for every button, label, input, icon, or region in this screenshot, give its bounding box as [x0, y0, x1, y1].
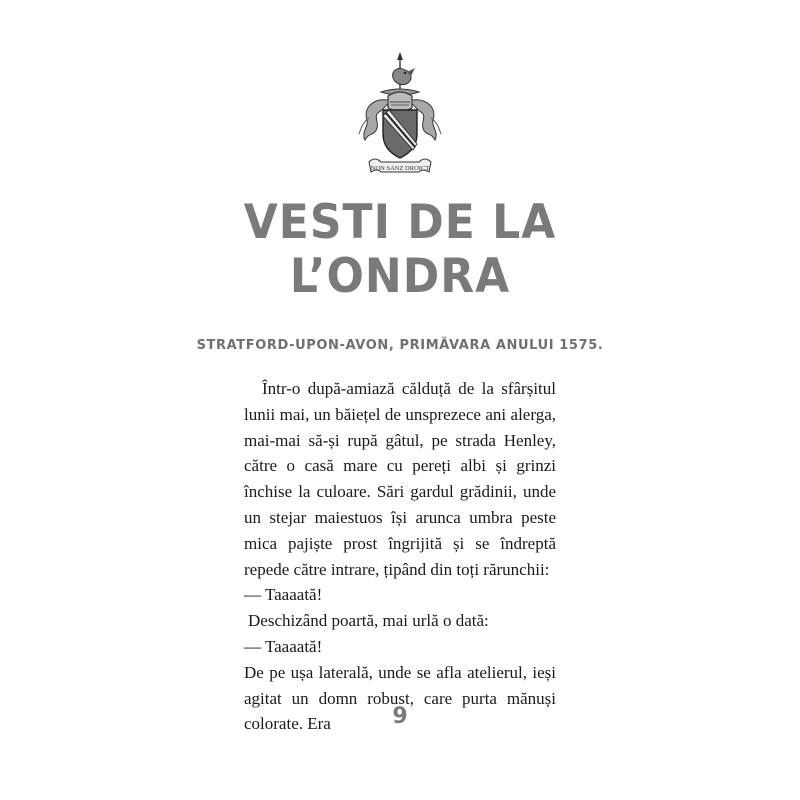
- paragraph: De pe ușa laterală, unde se afla atelierul, ieși agitat un domn robust, care purta mănuși colorate. Era: [244, 662, 556, 734]
- chapter-title-line-2: L’ONDRA: [289, 248, 511, 304]
- paragraph: Într-o după-amiază călduță de la sfârșitul lunii mai, un băiețel de unsprezece ani alerga, mai-mai să-și rupă gâtul, pe strada Henley, către o casă mare cu pereți albi și grinzi închise la culoare. Sări gardul grădinii, unde un stejar maiestuos își arunca umbra peste mica pajiște prost îngrijită și se îndreptă repede către intrare, țipând din toți rărunchii:: [244, 379, 556, 579]
- chapter-title: [0, 196, 800, 304]
- crest-icon: [355, 52, 445, 182]
- crest-motto: NON SANZ DROICT: [370, 165, 430, 172]
- coat-of-arms-illustration: [355, 52, 445, 182]
- chapter-place-date: STRATFORD-UPON-AVON, PRIMĂVARA ANULUI 1575.: [196, 338, 604, 353]
- dialogue-line: — Taaaată!: [244, 585, 323, 605]
- chapter-title-line-1: VESTI DE LA: [243, 194, 557, 250]
- body-text: [244, 376, 556, 737]
- paragraph: Deschizând poartă, mai urlă o dată:: [248, 611, 489, 631]
- page-number: 9: [392, 704, 408, 729]
- dialogue-line: — Taaaată!: [244, 636, 323, 656]
